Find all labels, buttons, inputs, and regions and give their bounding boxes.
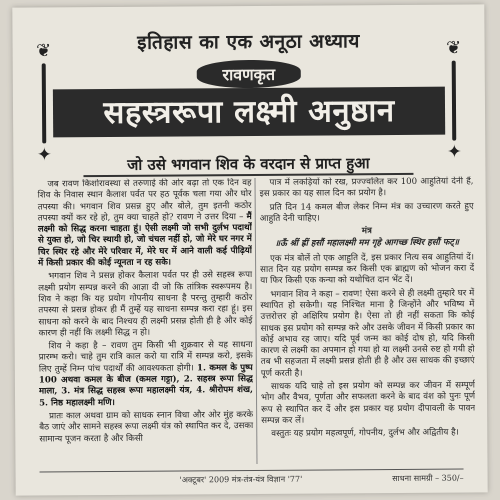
column-divider [254,178,257,464]
magazine-page [12,4,487,495]
left-ornament: ❦ ✦ [35,40,52,166]
left-paragraph-1: जब रावण किशोरावस्था से तरुणाई की ओर बढ़ा तो एक दिन वह शिव के निवास स्थान कैलाश पर्वत पर हठ पूर्वक चला गया और घोर तपस्या की। भगवान शिव प्रसन्न हुए और बोले, तुम इतनी कठोर तपस्या क्यों कर रहे हो, तुम क्या चाहते हो? रावण ने उत्तर दिया – मैं लक्ष्मी को सिद्ध करना चाहता हूं। ऐसी लक्ष्मी जो सभी दुर्लभ पदार्थों से युक्त हो, जो चिर स्थायी हो, जो चंचल नहीं हो, जो मेरे घर नगर में चिर स्थिर रहे और मेरे परिवार में, मेरे घर में आने वाली कई पीढ़ियों में किसी प्रकार की कोई न्यूनता न रह सके। [37,177,253,269]
right-column [259,176,475,463]
footer-rule [40,469,464,473]
right-paragraph-1: पात्र में लकड़ियों को रख, प्रज्ज्वलित कर 100 आहुतियां देनी हैं, इस प्रकार का यह साल दिन का प्रयोग है। [259,176,474,200]
right-paragraph-4: भगवान शिव ने कहा – रावण! ऐसा करने से ही लक्ष्मी तुम्हारे घर में स्थापित हो सकेगी। यह निश्चित माना है जिन्होंने और भविष्य में उत्तरोत्तर हो अक्षिरिय प्रयोग है। ऐसा तो ही नहीं सकता कि कोई साधक इस प्रयोग को सम्पन्न करे और उसके जीवन में किसी प्रकार का कोई अभाव रह जाए। यदि पूर्व जन्म का कोई दोष हो, यदि किसी कारण से लक्ष्मी का अपमान हो गया हो या लक्ष्मी उनसे रुष्ट हो गयी हो तब भी सहजता में लक्ष्मी प्रसन्न होती ही है और उस साधक की इच्छाएं पूर्ण करती है। [260,288,475,379]
right-paragraph-5: साधक यदि चाहे तो इस प्रयोग को सम्पन्न कर जीवन में सम्पूर्ण भोग और वैभव, पूर्णता और सफलता करने के बाद वंश को पुनः पूर्ण रूप से स्थापित कर दें और इस प्रकार यह प्रयोग दीपावली के पावन सम्पन्न कर लें। [261,380,476,426]
left-paragraph-4: प्रातः काल अथवा ग्राम को साधक स्नान विधा और ओर मुंह करके बैठ जाएं और सामने सहस्त्र रूपा लक्ष्मी यंत्र को स्थापित कर दे, उसका सामान्य पूजन करता है और किसी [39,409,254,445]
footer-issue: 'अक्टूबर' 2009 मंत्र-तंत्र-यंत्र विज्ञान '77' [179,474,303,485]
left-paragraph-2: भगवान शिव ने प्रसन्न होकर कैलाश पर्वत पर ही उसे सहस्त्र रूपा लक्ष्मी प्रयोग सम्पन्न करने की आज्ञा दी जो कि तांत्रिक स्वरूपमय है। शिव ने कहा कि यह प्रयोग गोपनीय साधना है परन्तु तुम्हारी कठोर तपस्या से प्रसन्न होकर ही मैं तुम्हें यह साधना सम्पन्न करा रहा हूं। इस साधना को करने के बाद निश्चय ही लक्ष्मी प्रसन्न होती ही है और कोई कारण ही नहीं कि लक्ष्मी सिद्ध न हो। [38,270,253,339]
materials-list: 1. कमल के पुष्प 100 अथवा कमल के बीज (कमल गट्टा), 2. सहस्त्र रूपा सिद्ध माला, 3. मंत्र सिद्ध सहस्त्र रूपा महालक्ष्मी यंत्र, 4. श्रीरोपम शंख, 5. निष्ठ महालक्ष्मी मणि। [38,362,254,409]
left-paragraph-3: शिव ने कहा है – रावण तुम किसी भी शुक्रवार से यह साधना प्रारम्भ करो। चाहे तुम रात्रि काल करो या रात्रि में सम्पन्न करो, इसके लिए तुम्हें निम्न पांच पदार्थों की आवश्यकता होगी। 1. कमल के पुष्प 100 अथवा कमल के बीज (कमल गट्टा), 2. सहस्त्र रूपा सिद्ध माला, 3. मंत्र सिद्ध सहस्त्र रूपा महालक्ष्मी यंत्र, 4. श्रीरोपम शंख, 5. निष्ठ महालक्ष्मी मणि। [38,340,254,409]
right-paragraph-2: प्रति दिन 14 कमल बीज लेकर निम्न मंत्र का उच्चारण करते हुए आहुति देनी चाहिए। [259,201,474,224]
banner-ravankrit: रावणकृत [196,60,301,89]
banner-wrap [13,58,485,89]
main-title: सहस्त्ररूपा लक्ष्मी अनुष्ठान [53,87,445,138]
subtitle: जो उसे भगवान शिव के वरदान से प्राप्त हुआ [83,153,413,177]
right-paragraph-6: वस्तुतः यह प्रयोग महत्वपूर्ण, गोपनीय, दुर्लभ और अद्वितीय है। [271,427,459,440]
top-heading: इतिहास का एक अनूठा अध्याय [137,30,360,54]
right-ornament: ❦ ✦ [445,37,462,163]
left-column [38,178,254,465]
footer-price: साधना सामग्री – 350/– [392,473,464,484]
ravan-wish-text: मैं लक्ष्मी को सिद्ध करना चाहता हूं। ऐसी लक्ष्मी जो सभी दुर्लभ पदार्थों से युक्त हो, जो चिर स्थायी हो, जो चंचल नहीं हो, जो मेरे घर नगर में चिर स्थिर रहे और मेरे परिवार में, मेरे घर में आने वाली कई पीढ़ियों में किसी प्रकार की कोई न्यूनता न रह सके। [37,211,253,269]
mantra-text: ॥ऊँ श्रीं ह्रीं हसौं महालक्ष्मी मम गृहे आगच्छ स्थिर हसौं फट्॥ [274,238,460,250]
footer [40,473,464,485]
mantra-heading: मंत्र [361,226,372,237]
right-paragraph-3: एक मंत्र बोलें तो एक आहुति दें, इस प्रकार नित्य सब आहुतियां दें। सात दिन यह प्रयोग सम्पन्न कर किसी एक ब्राह्मण को भोजन करा दें या फिर किसी एक कन्या को यथोचित दान भेंट दें। [260,252,475,287]
